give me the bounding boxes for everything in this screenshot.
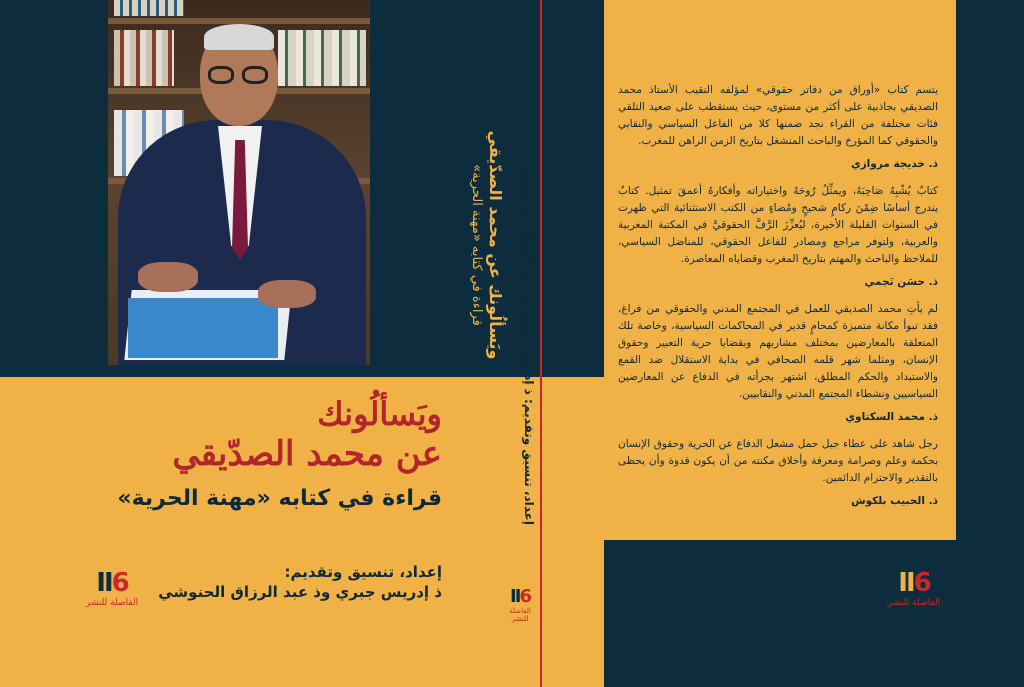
blurb-author: ذ. حسَن نَجمي — [864, 276, 938, 288]
blurb-text: كتابٌ يُشْبِهُ صَاحِبَهُ، ويمثِّلُ رُوحَهُ واختياراته وأفكارهُ أعمقَ تمثيل. كتابٌ يندرج أساسًا ضِمْنَ ركامٍ شحيحٍ ومُضاءٍ من الكتب الاستثنائية التي ظهرت في السنوات القليلة الأخيرة، ليُعزِّزَ الرَّفَّ الحقوقيَّ في المكتبة المغربية والعربية، ولتوفر مراجع ومصادر للفاعل الحقوقي، للمناضل السياسي، للملاحظ والباحث والمهتم بتاريخ المغرب وقضاياه المعاصرة. — [618, 185, 938, 265]
credits-names: ذ إدريس جبري وذ عبد الرزاق الحنوشي — [158, 583, 442, 601]
blurb-text: يتسم كتاب «أوراق من دفاتر حقوقي» لمؤلفه النقيب الأستاذ محمد الصديقي بجاذبية على أكثر من مستوى، حيث يستقطب على صعيد التلقي فئات مختلفة من القراء نجد ضمنها كلا من الفاعل السياسي والنقابي والحقوقي كما المؤرخ والباحث المنشغل بتاريخ الزمن الراهن للمغرب. — [618, 84, 938, 147]
publisher-logo-spine — [500, 586, 540, 623]
glasses — [206, 66, 272, 84]
author-portrait-photo — [108, 0, 370, 365]
publisher-logo-front — [82, 568, 142, 608]
hand — [138, 262, 198, 292]
spine-credits-text: إعداد، تنسيق وتقديم: ذ إدريس جبري وذ عبد الرزاق الحنوشي — [522, 167, 536, 525]
publisher-logo-icon: II6 — [96, 568, 128, 598]
blurb-author: ذ. محمد السكتاوي — [845, 411, 938, 423]
hair — [204, 24, 274, 50]
blue-book-on-desk — [128, 298, 278, 358]
publisher-logo-icon: II6 — [510, 586, 530, 607]
blurb-text: لم يأتِ محمد الصديقي للعمل في المجتمع المدني والحقوقي من فراغ، فقد تبوأ مكانة متميزة كمحامٍ قدير في المحاكمات السياسية، وخاصة تلك المتعلقة بالمعارضين بمختلف مشاربهم وبقضايا حرية التعبير وحقوق الإنسان، ومثلما شهر قلمه الصحافي في بداية الاستقلال ضد القمع والاستبداد والحكم المطلق، اشتهر بجرأته في الدفاع عن المعارضين السياسيين ونشطاء المجتمع المدني والنقابيين. — [618, 303, 938, 400]
spine-title-text: ويَسألُونك عن محمد الصدّيقي — [486, 130, 505, 360]
front-title-line1: ويَسألُونك — [317, 395, 442, 433]
back-cover-blurbs — [618, 82, 938, 520]
blurb-author: ذ. خديجة مروازي — [850, 158, 938, 170]
books-on-shelf — [278, 30, 366, 86]
hand — [258, 280, 316, 308]
back-cover-lower-band — [604, 540, 1024, 687]
spine-red-rule — [540, 0, 542, 687]
back-cover-blue-strip — [956, 0, 1024, 540]
front-subtitle: قراءة في كتابه «مهنة الحرية» — [117, 486, 442, 511]
publisher-logo-icon: II6 — [898, 568, 930, 598]
front-title-line2: عن محمد الصدّيقي — [172, 434, 442, 474]
publisher-logo-back — [884, 568, 944, 608]
blurb-author: ذ. الحبيب بلكوش — [851, 495, 938, 507]
front-title — [102, 395, 442, 475]
blurb-text: رجل شاهد على عطاء جيل حمل مشعل الدفاع عن الحرية وحقوق الإنسان بحكمة وعلم وصرامة ومعرفة وأخلاق مكنته من أن يكون قدوة وأن يحظى بالتقدير والاحترام الدائمين. — [618, 438, 938, 484]
books-on-shelf — [114, 30, 174, 86]
spine-subtitle-text: قراءة في كتابه «مهنة الحرية» — [469, 164, 484, 326]
publisher-name: الفاصلة للنشر — [85, 598, 139, 608]
publisher-name: الفاصلة للنشر — [887, 598, 941, 608]
publisher-name: الفاصلة للنشر — [509, 607, 531, 623]
books-on-shelf — [114, 0, 184, 16]
credits-role: إعداد، تنسيق وتقديم: — [284, 563, 442, 581]
